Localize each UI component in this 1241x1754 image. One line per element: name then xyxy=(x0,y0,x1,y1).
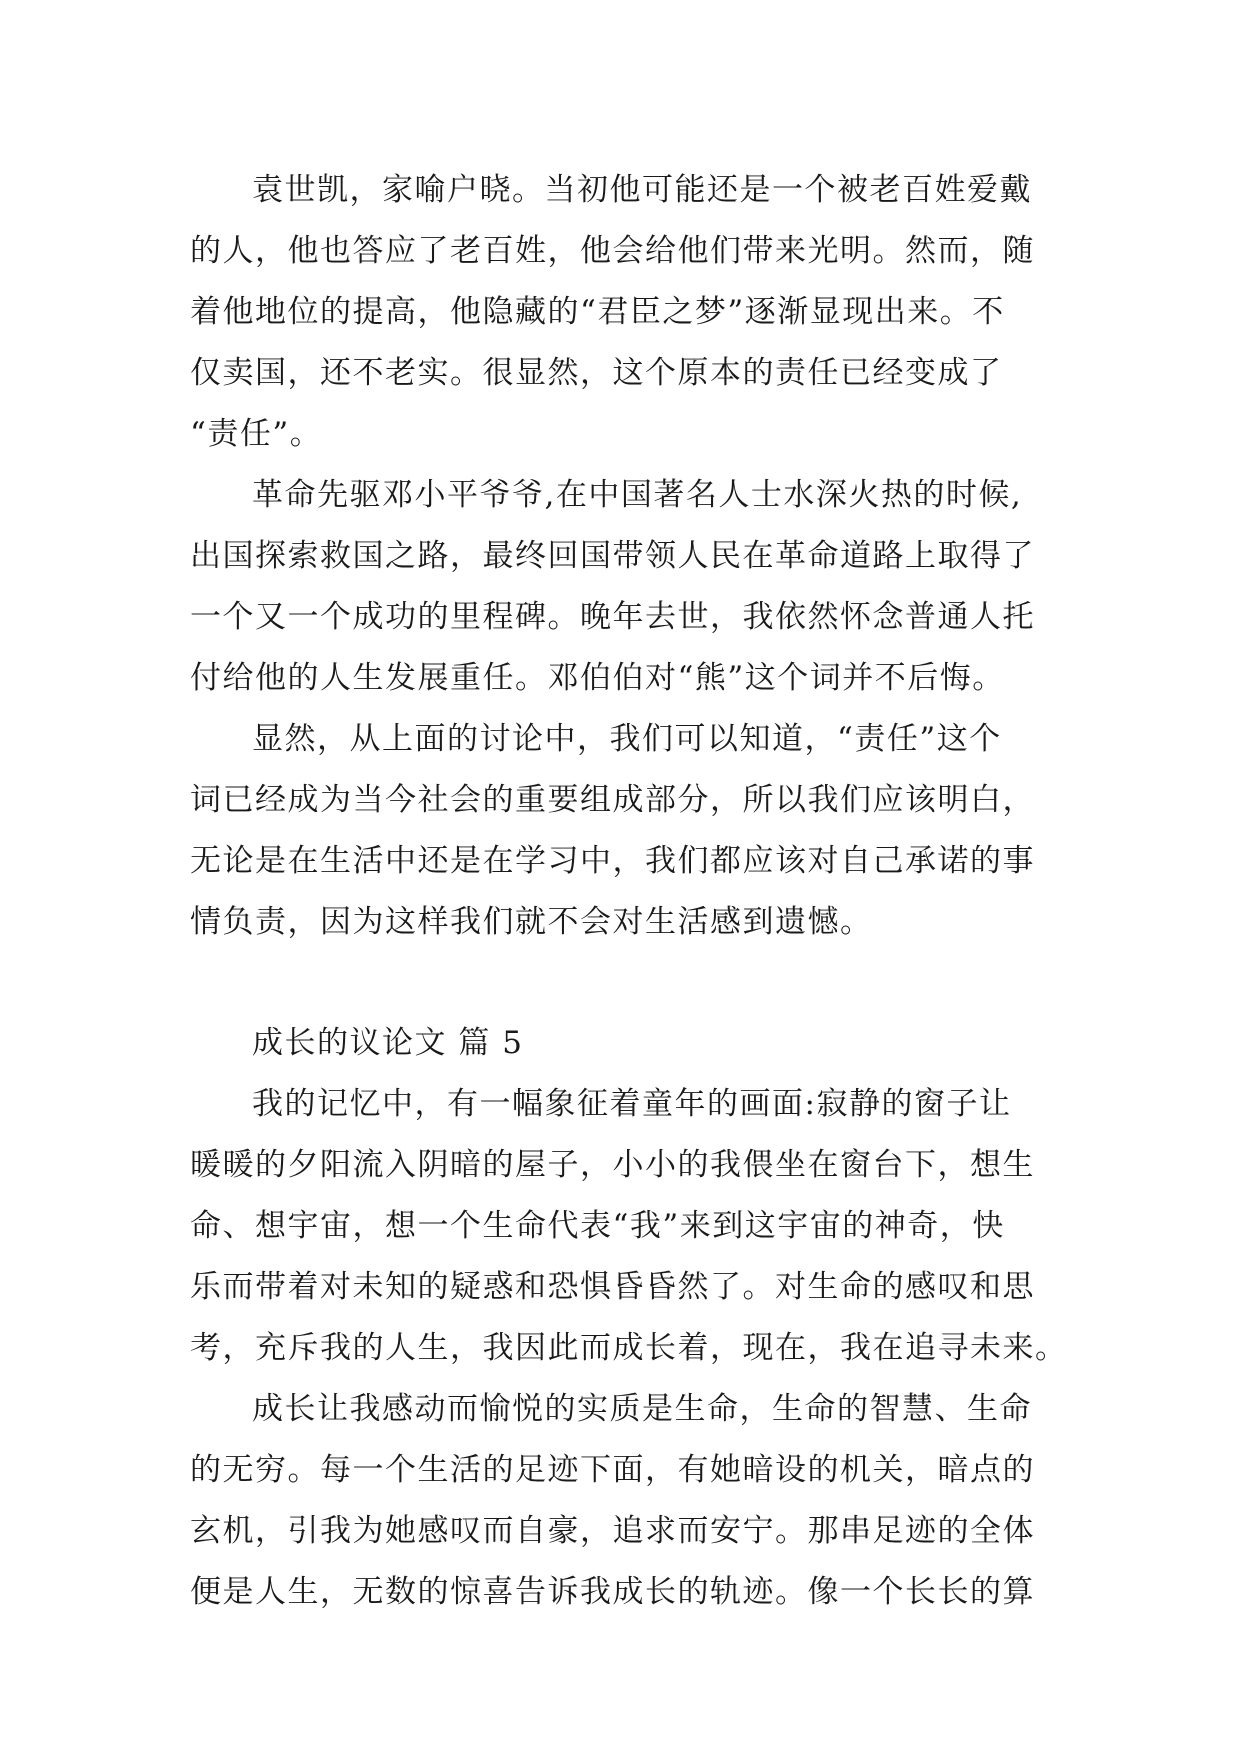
section-spacer xyxy=(190,953,1070,1013)
paragraph-line: 便是人生，无数的惊喜告诉我成长的轨迹。像一个长长的算 xyxy=(190,1574,1035,1610)
paragraph-line: 玄机，引我为她感叹而自豪，追求而安宁。那串足迹的全体 xyxy=(190,1513,1035,1549)
paragraph-line: 无论是在生活中还是在学习中，我们都应该对自己承诺的事 xyxy=(190,843,1035,879)
paragraph-line: 出国探索救国之路，最终回国带领人民在革命道路上取得了 xyxy=(190,538,1035,574)
paragraph-line: 一个又一个成功的里程碑。晚年去世，我依然怀念普通人托 xyxy=(190,599,1035,635)
paragraph-line: 考，充斥我的人生，我因此而成长着，现在，我在追寻未来。 xyxy=(190,1330,1068,1366)
paragraph-conclusion xyxy=(190,709,1070,953)
paragraph-line: 的无穷。每一个生活的足迹下面，有她暗设的机关，暗点的 xyxy=(190,1452,1035,1488)
paragraph-line: 付给他的人生发展重任。邓伯伯对“熊”这个词并不后悔。 xyxy=(190,660,1005,696)
paragraph-line: 我的记忆中，有一幅象征着童年的画面:寂静的窗子让 xyxy=(252,1086,1012,1122)
paragraph-growth-essence xyxy=(190,1379,1070,1623)
paragraph-deng-xiaoping xyxy=(190,465,1070,709)
document-body xyxy=(190,160,1070,1623)
paragraph-line: 革命先驱邓小平爷爷,在中国著名人士水深火热的时候, xyxy=(252,477,1023,513)
section-heading: 成长的议论文 篇 5 xyxy=(252,1025,524,1061)
paragraph-line: 词已经成为当今社会的重要组成部分，所以我们应该明白， xyxy=(190,782,1035,818)
paragraph-yuan-shikai xyxy=(190,160,1070,465)
paragraph-line: 乐而带着对未知的疑惑和恐惧昏昏然了。对生命的感叹和思 xyxy=(190,1269,1035,1305)
paragraph-line: 暖暖的夕阳流入阴暗的屋子，小小的我偎坐在窗台下，想生 xyxy=(190,1147,1035,1183)
paragraph-line: 仅卖国，还不老实。很显然，这个原本的责任已经变成了 xyxy=(190,355,1003,391)
paragraph-line: 着他地位的提高，他隐藏的“君臣之梦”逐渐显现出来。不 xyxy=(190,294,1005,330)
paragraph-line: 显然，从上面的讨论中，我们可以知道，“责任”这个 xyxy=(252,721,1002,757)
paragraph-childhood-memory xyxy=(190,1074,1070,1379)
paragraph-line: 情负责，因为这样我们就不会对生活感到遗憾。 xyxy=(190,904,873,940)
paragraph-line: 的人，他也答应了老百姓，他会给他们带来光明。然而，随 xyxy=(190,233,1035,269)
paragraph-line: 命、想宇宙，想一个生命代表“我”来到这宇宙的神奇，快 xyxy=(190,1208,1005,1244)
paragraph-line: 成长让我感动而愉悦的实质是生命，生命的智慧、生命 xyxy=(252,1391,1032,1427)
paragraph-line: “责任”。 xyxy=(190,416,323,452)
paragraph-line: 袁世凯，家喻户晓。当初他可能还是一个被老百姓爱戴 xyxy=(252,172,1032,208)
